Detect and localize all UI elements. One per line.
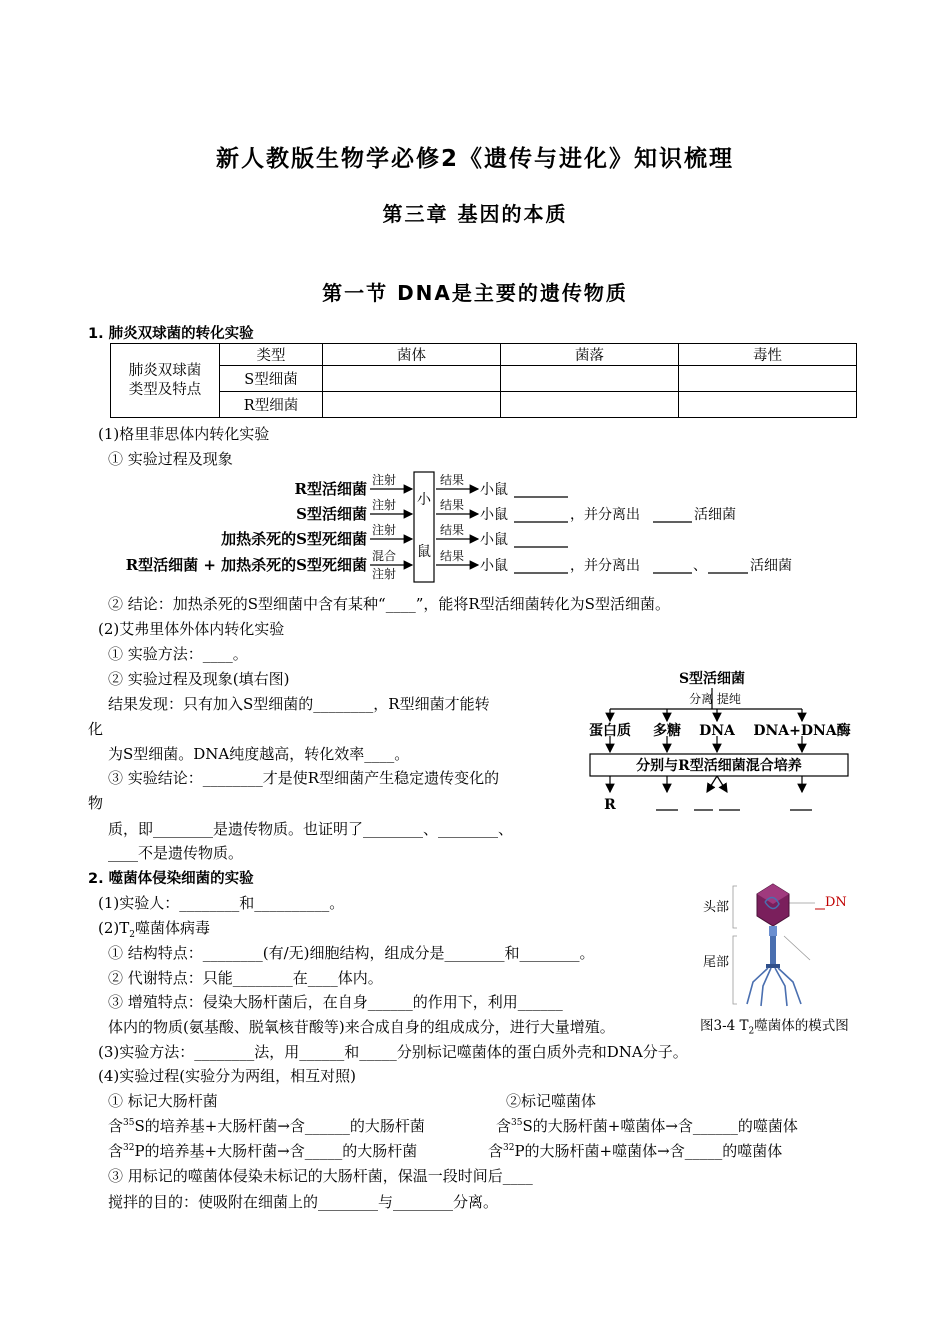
- avery-box-label: 分别与R型活细菌混合培养: [636, 758, 802, 774]
- s35-phage: [496, 1115, 798, 1136]
- live-bacteria-text: 活细菌: [694, 507, 736, 523]
- avery-top-label: S型活细菌: [678, 671, 746, 687]
- mouse-box-char1: 小: [417, 492, 431, 508]
- sup-32: 32: [123, 1143, 135, 1153]
- avery-conclusion-b: 物: [88, 794, 104, 812]
- bacteria-table: [110, 343, 857, 418]
- table-row-label: [111, 344, 220, 418]
- griffith-step1: ① 实验过程及现象: [108, 450, 233, 468]
- part1-heading: 1. 肺炎双球菌的转化实验: [88, 326, 254, 342]
- caption-b: 噬菌体的模式图: [754, 1018, 849, 1034]
- left-mixed: R型活细菌 + 加热杀死的S型死细菌: [125, 556, 367, 574]
- griffith-diagram: [100, 468, 810, 586]
- avery-conclusion-a: ③ 实验结论：________才是使R型细菌产生稳定遗传变化的: [108, 769, 500, 787]
- left-s-dead: 加热杀死的S型死细菌: [221, 530, 367, 548]
- avery-conclusion-d: ____不是遗传物质。: [108, 844, 244, 862]
- avery-finding-c: 为S型细菌。DNA纯度越高，转化效率____。: [108, 745, 410, 763]
- cell-blank[interactable]: [323, 366, 501, 392]
- mix-label: 混合: [372, 549, 397, 563]
- phage-line2: [98, 917, 210, 940]
- cell-blank[interactable]: [501, 366, 679, 392]
- avery-finding-b: 化: [88, 720, 104, 738]
- row-label-line1: 肺炎双球菌: [128, 362, 202, 379]
- mouse-label: 小鼠: [480, 558, 508, 574]
- text-rest: P的大肠杆菌+噬菌体→含_____的噬菌体: [514, 1142, 783, 1160]
- header-toxicity: 毒性: [679, 344, 857, 366]
- text-han: 含: [108, 1117, 124, 1135]
- row-s-type: S型细菌: [220, 366, 323, 392]
- phage-figure: [695, 878, 860, 1010]
- p32-phage: [488, 1140, 782, 1161]
- phage-head-label: 头部: [703, 900, 730, 915]
- text-han: 含: [496, 1117, 512, 1135]
- phage-process: (4)实验过程(实验分为两组，相互对照): [98, 1067, 356, 1085]
- avery-separate-label: 分离 提纯: [689, 692, 741, 706]
- inject-label: 注射: [372, 523, 397, 537]
- griffith-title: (1)格里菲思体内转化实验: [98, 425, 270, 443]
- header-type: 类型: [220, 344, 323, 366]
- phage-method: (3)实验方法：________法，用______和_____分别标记噬菌体的蛋白质外壳和DNA分子。: [98, 1043, 688, 1061]
- phage-dna-label: DN: [825, 895, 847, 910]
- p32-ecoli: [108, 1140, 417, 1161]
- text-rest: P的培养基+大肠杆菌→含_____的大肠杆菌: [134, 1142, 418, 1160]
- chapter-title: 第三章 基因的本质: [382, 202, 568, 226]
- phage-proliferation: ③ 增殖特点：侵染大肠杆菌后，在自身______的作用下，利用______: [108, 993, 563, 1011]
- cell-blank[interactable]: [501, 392, 679, 418]
- result-label: 结果: [440, 473, 465, 487]
- isolate-text: ，并分离出: [570, 558, 640, 574]
- inject-label: 注射: [372, 473, 397, 487]
- avery-method: ① 实验方法：____。: [108, 645, 248, 663]
- phage-proliferation-cont: 体内的物质(氨基酸、脱氧核苷酸等)来合成自身的组成成分，进行大量增殖。: [108, 1018, 615, 1036]
- live-bacteria-text: 活细菌: [750, 558, 792, 574]
- phage-infect: ③ 用标记的噬菌体侵染未标记的大肠杆菌，保温一段时间后____: [108, 1167, 533, 1185]
- sup-35: 35: [123, 1118, 135, 1128]
- label-ecoli: ① 标记大肠杆菌: [108, 1092, 218, 1110]
- header-colony: 菌落: [501, 344, 679, 366]
- left-s-live: S型活细菌: [296, 505, 367, 523]
- mouse-label: 小鼠: [480, 482, 508, 498]
- row-label-line2: 类型及特点: [128, 381, 202, 398]
- text-han: 含: [108, 1142, 124, 1160]
- text-rest: S的大肠杆菌+噬菌体→含______的噬菌体: [522, 1117, 798, 1135]
- caption-a: 图3-4 T: [700, 1018, 749, 1034]
- phage-line2-a: (2)T: [98, 919, 130, 937]
- mouse-box-char2: 鼠: [417, 544, 431, 560]
- mouse-label: 小鼠: [480, 507, 508, 523]
- isolate-text: ，并分离出: [570, 507, 640, 523]
- result-label: 结果: [440, 523, 465, 537]
- result-label: 结果: [440, 498, 465, 512]
- avery-conclusion-c: 质，即________是遗传物质。也证明了________、________、: [108, 820, 514, 838]
- left-r-live: R型活细菌: [294, 480, 367, 498]
- sup-35: 35: [511, 1118, 523, 1128]
- phage-stir: 搅拌的目的：使吸附在细菌上的________与________分离。: [108, 1193, 499, 1211]
- avery-item-dna-dnase: DNA+DNA酶: [753, 723, 851, 739]
- avery-diagram: [580, 666, 860, 818]
- avery-result-r: R: [604, 797, 616, 813]
- section-title: 第一节 DNA是主要的遗传物质: [322, 281, 628, 305]
- result-label: 结果: [440, 549, 465, 563]
- cell-blank[interactable]: [679, 366, 857, 392]
- phage-structure: ① 结构特点：________(有/无)细胞结构，组成分是________和________。: [108, 944, 595, 962]
- phage-metabolism: ② 代谢特点：只能________在____体内。: [108, 969, 383, 987]
- caption-sub: 2: [748, 1026, 755, 1037]
- mouse-label: 小鼠: [480, 532, 508, 548]
- avery-item-polysaccharide: 多糖: [653, 723, 681, 739]
- cell-blank[interactable]: [679, 392, 857, 418]
- text-rest: S的培养基+大肠杆菌→含______的大肠杆菌: [134, 1117, 425, 1135]
- text-han: 含: [488, 1142, 504, 1160]
- part2-heading: 2. 噬菌体侵染细菌的实验: [88, 871, 254, 887]
- phage-caption: [700, 1014, 849, 1037]
- inject-label: 注射: [372, 498, 397, 512]
- griffith-conclusion: ② 结论：加热杀死的S型细菌中含有某种“____”，能将R型活细菌转化为S型活细菌。: [108, 595, 670, 613]
- phage-line2-sub: 2: [129, 930, 135, 940]
- s35-ecoli: [108, 1115, 425, 1136]
- cell-blank[interactable]: [323, 392, 501, 418]
- avery-finding-a: 结果发现：只有加入S型细菌的________，R型细菌才能转: [108, 695, 490, 713]
- phage-line2-b: 噬菌体病毒: [135, 919, 211, 937]
- inject-label: 注射: [372, 567, 397, 581]
- header-body: 菌体: [323, 344, 501, 366]
- phage-line1: (1)实验人：________和__________。: [98, 894, 345, 912]
- row-r-type: R型细菌: [220, 392, 323, 418]
- avery-title: (2)艾弗里体外体内转化实验: [98, 620, 285, 638]
- sup-32: 32: [503, 1143, 515, 1153]
- avery-item-dna: DNA: [699, 723, 735, 739]
- avery-item-protein: 蛋白质: [589, 723, 631, 739]
- phage-tail-label: 尾部: [703, 955, 730, 970]
- label-phage: ②标记噬菌体: [506, 1092, 597, 1110]
- dun-text: 、: [693, 558, 707, 574]
- page-title: 新人教版生物学必修2《遗传与进化》知识梳理: [215, 146, 734, 172]
- avery-process: ② 实验过程及现象(填右图): [108, 670, 290, 688]
